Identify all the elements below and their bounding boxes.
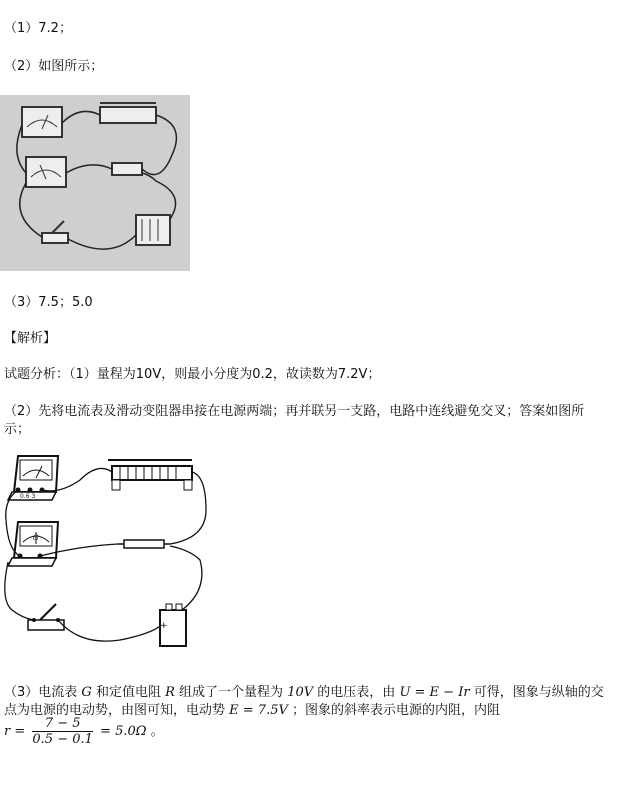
circuit-diagram [0,450,220,660]
battery-plus-label: + [160,621,168,631]
equation-u: U = E − Ir [399,685,470,700]
r-fraction [32,716,93,747]
analysis-header: 【解析】 [4,331,57,346]
resistor-symbol: R [165,685,175,700]
part-3-text-e: 可得，图象与纵轴的交 [473,685,604,700]
analysis-part-2-line-1: （2）先将电流表及滑动变阻器串接在电源两端；再并联另一支路，电路中连线避免交叉；答案如图所 [4,404,585,419]
r-result: = 5.0Ω [100,724,147,739]
part-3-text-g: ；图象的斜率表示电源的内阻，内阻 [292,703,501,718]
part-3-text-b: 和定值电阻 [95,685,161,700]
resistance-formula [4,716,164,747]
galvanometer-symbol: G [81,685,92,700]
r-label: r = [4,724,26,739]
part-3-text-c: 组成了一个量程为 [179,685,284,700]
rheostat-icon [108,460,192,490]
r-denominator: 0.5 − 0.1 [32,732,93,747]
part-3-text-f: 点为电源的电动势，由图可知，电动势 [4,703,226,718]
r-numerator: 7 − 5 [32,716,93,732]
circuit-photo [0,95,190,271]
analysis-part-2-line-2: 示； [4,422,31,437]
ammeter-scale-label: 0.6 3 [20,493,36,500]
galvanometer-icon [8,522,58,566]
answer-1: （1）7.2； [4,21,72,36]
galvanometer-label: G [33,534,39,542]
range-value: 10V [287,685,314,700]
switch-icon [28,604,64,630]
answer-2: （2）如图所示； [4,59,104,74]
r-end: 。 [150,724,164,739]
answer-3: （3）7.5；5.0 [4,295,93,310]
analysis-part-3-line-1 [4,684,604,702]
part-3-text-d: 的电压表，由 [317,685,396,700]
part-3-text-a: （3）电流表 [4,685,78,700]
equation-e: E = 7.5V [229,703,288,718]
resistor-icon [118,540,170,548]
analysis-part-1: 试题分析：（1）量程为10V，则最小分度为0.2，故读数为7.2V； [4,367,381,382]
